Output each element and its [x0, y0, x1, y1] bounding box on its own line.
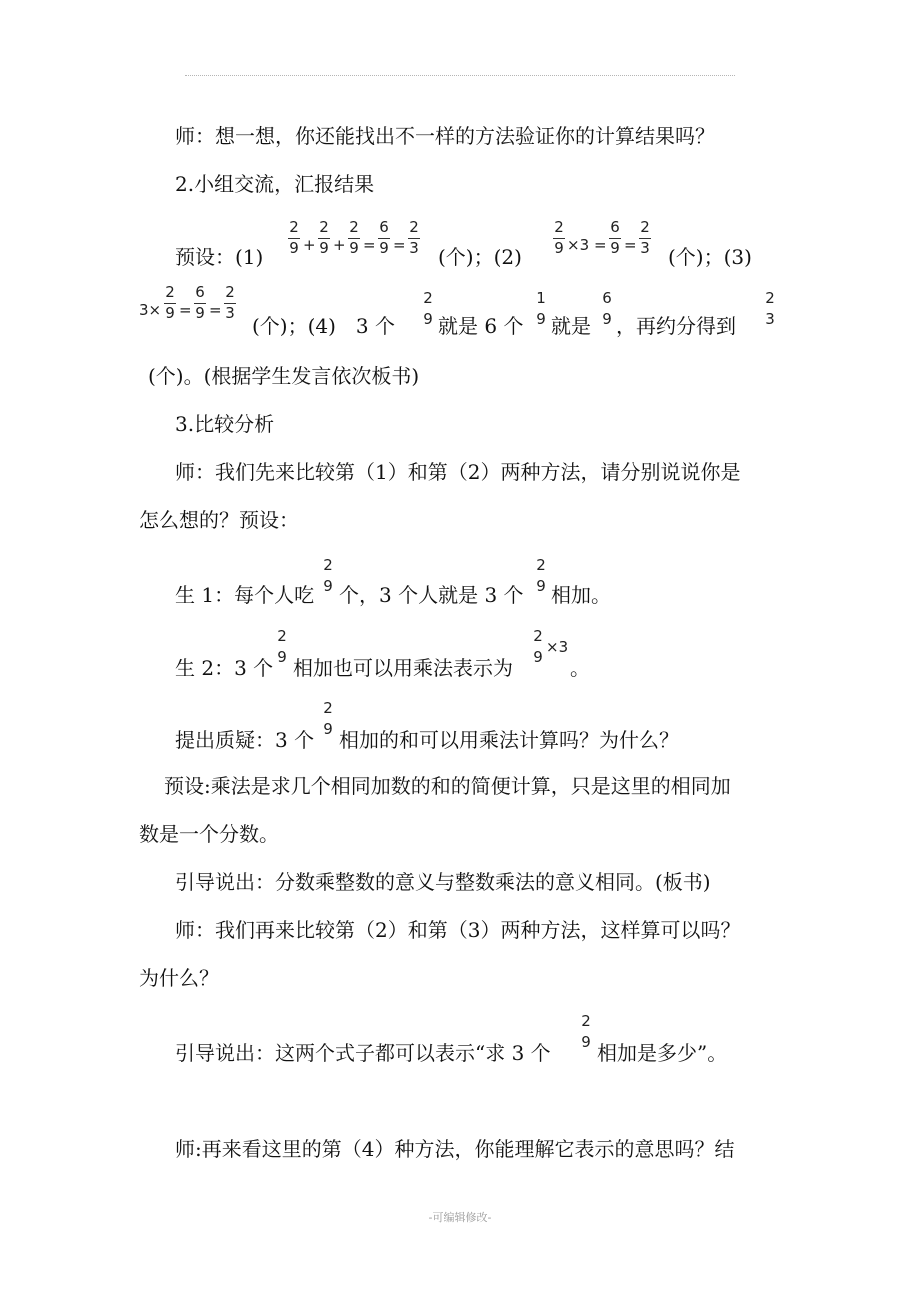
text-segment: 个，3 个人就是 3 个 — [339, 583, 524, 607]
fraction: 1 9 — [536, 289, 546, 328]
text-segment: (个)；(2) — [438, 245, 522, 269]
fraction: 2 3 — [765, 289, 775, 328]
times-three: ×3 — [567, 236, 590, 254]
text-segment: 相加也可以用乘法表示为 — [293, 656, 513, 680]
fraction: 2 3 — [409, 218, 419, 257]
text-segment: 师：想一想，你还能找出不一样的方法验证你的计算结果吗？ — [175, 124, 715, 148]
fraction: 2 9 — [581, 1012, 591, 1051]
text-segment: 师：我们先来比较第（1）和第（2）两种方法，请分别说说你是 — [175, 460, 741, 484]
text-segment: 预设:乘法是求几个相同加数的和的简便计算，只是这里的相同加 — [164, 774, 731, 798]
fraction: 2 3 — [225, 283, 235, 322]
text-segment: 就是 — [551, 314, 591, 338]
equals-sign: = — [624, 236, 637, 254]
equals-sign: = — [179, 301, 192, 319]
text-segment: 就是 6 个 — [438, 314, 524, 338]
text-segment: 师:再来看这里的第（4）种方法，你能理解它表示的意思吗？结 — [175, 1137, 735, 1161]
text-segment: 数是一个分数。 — [139, 822, 279, 846]
text-segment: 为什么？ — [139, 966, 219, 990]
text-segment: 怎么想的？预设： — [139, 508, 299, 532]
page-footer: -可编辑修改- — [428, 1211, 492, 1224]
fraction: 2 9 — [349, 218, 359, 257]
times-three: ×3 — [546, 638, 569, 656]
equals-sign: = — [363, 236, 376, 254]
fraction: 2 9 — [323, 556, 333, 595]
fraction: 2 9 — [533, 627, 543, 666]
fraction: 6 9 — [602, 289, 612, 328]
fraction: 6 9 — [379, 218, 389, 257]
text-segment: 生 1：每个人吃 — [175, 583, 315, 607]
text-segment: 。 — [570, 656, 590, 680]
text-segment: 相加是多少”。 — [597, 1041, 728, 1065]
text-segment: (个)。(根据学生发言依次板书) — [148, 364, 420, 388]
text-segment: (个)；(4) 3 个 — [252, 314, 396, 338]
fraction: 6 9 — [195, 283, 205, 322]
text-segment: ，再约分得到 — [616, 314, 736, 338]
text-segment: 相加。 — [551, 583, 611, 607]
text-segment: 3.比较分析 — [175, 412, 275, 436]
text-segment: 引导说出：这两个式子都可以表示“求 3 个 — [175, 1041, 551, 1065]
text-segment: 引导说出：分数乘整数的意义与整数乘法的意义相同。(板书) — [175, 870, 711, 894]
fraction: 2 9 — [554, 218, 564, 257]
text-segment: 师：我们再来比较第（2）和第（3）两种方法，这样算可以吗？ — [175, 918, 741, 942]
text-segment: 预设：(1) — [175, 245, 264, 269]
plus-sign: + — [303, 236, 316, 254]
fraction: 2 3 — [640, 218, 650, 257]
fraction: 2 9 — [277, 627, 287, 666]
fraction: 2 9 — [423, 289, 433, 328]
fraction: 2 9 — [319, 218, 329, 257]
text-segment: 生 2：3 个 — [175, 656, 274, 680]
fraction: 2 9 — [289, 218, 299, 257]
text-segment: 2.小组交流，汇报结果 — [175, 172, 375, 196]
text-segment: (个)；(3) — [668, 245, 752, 269]
equals-sign: = — [594, 236, 607, 254]
fraction: 6 9 — [610, 218, 620, 257]
text-segment: 相加的和可以用乘法计算吗？为什么？ — [339, 728, 679, 752]
fraction: 2 9 — [165, 283, 175, 322]
equals-sign: = — [393, 236, 406, 254]
text-segment: 提出质疑：3 个 — [175, 728, 315, 752]
three-times: 3× — [139, 301, 162, 319]
equals-sign: = — [209, 301, 222, 319]
plus-sign: + — [333, 236, 346, 254]
fraction: 2 9 — [536, 556, 546, 595]
header-divider — [185, 75, 735, 76]
fraction: 2 9 — [323, 699, 333, 738]
